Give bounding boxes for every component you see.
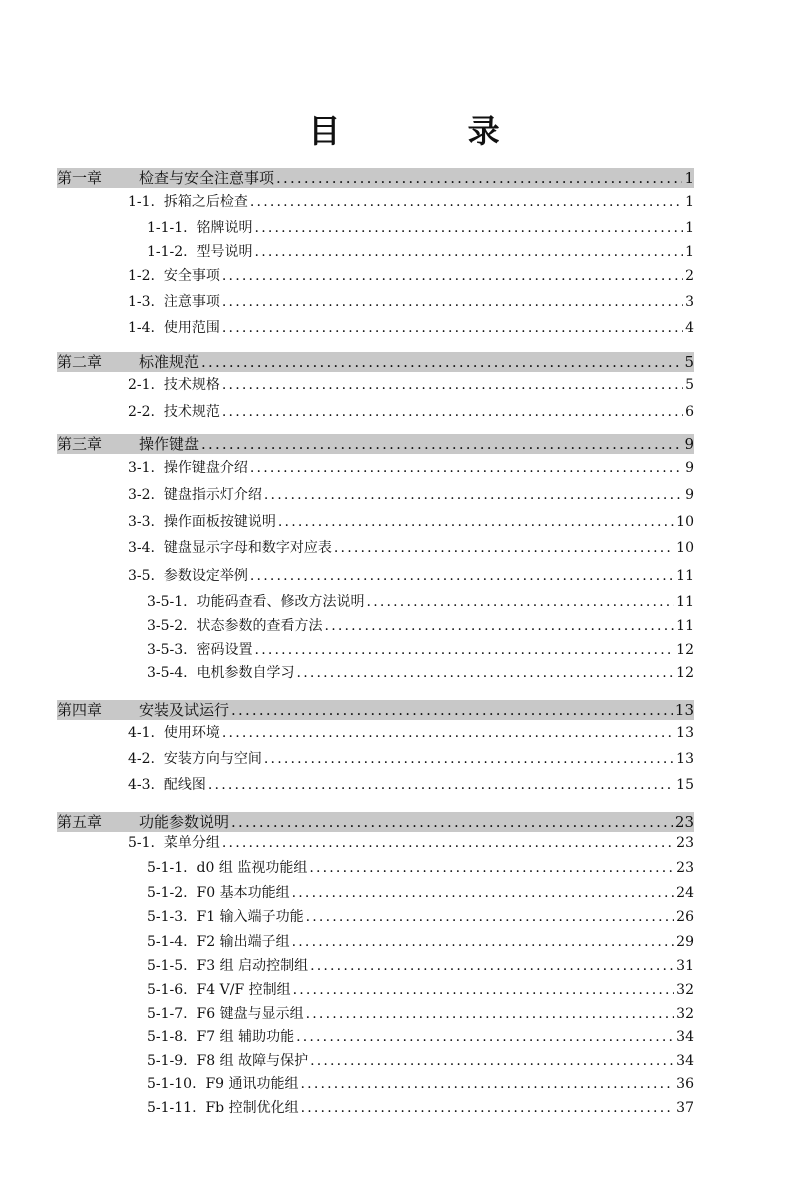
entry-page: 11 — [676, 568, 694, 584]
entry-number: 5-1-8. — [147, 1029, 197, 1045]
page-title: 目 录 — [308, 112, 558, 150]
entry-page: 12 — [676, 642, 694, 658]
dot-leader — [208, 775, 674, 795]
toc-section-entry[interactable] — [128, 833, 694, 853]
entry-page: 1 — [685, 244, 694, 260]
toc-chapter-entry[interactable] — [57, 168, 694, 188]
entry-number: 第三章 — [57, 435, 103, 453]
entry-label: 标准规范 — [139, 353, 200, 371]
entry-page: 32 — [676, 1006, 694, 1022]
dot-leader — [306, 1004, 675, 1024]
dot-leader — [309, 858, 674, 878]
entry-page: 34 — [676, 1053, 694, 1069]
entry-label: 操作键盘介绍 — [163, 460, 248, 476]
entry-number: 5-1. — [128, 835, 164, 851]
toc-section-entry[interactable] — [128, 566, 694, 586]
entry-page: 11 — [676, 618, 694, 634]
entry-label: 使用环境 — [163, 725, 220, 741]
entry-number: 3-2. — [128, 487, 164, 503]
entry-label: F4 V/F 控制组 — [196, 982, 291, 998]
toc-subsection-entry[interactable] — [147, 218, 694, 238]
dot-leader — [250, 192, 683, 212]
toc-chapter-entry[interactable] — [57, 352, 694, 372]
dot-leader — [310, 956, 674, 976]
entry-label: d0 组 监视功能组 — [196, 860, 308, 876]
toc-subsection-entry[interactable] — [147, 1027, 694, 1047]
entry-label: 技术规范 — [163, 404, 220, 420]
dot-leader — [278, 512, 674, 532]
dot-leader — [301, 1074, 675, 1094]
dot-leader — [222, 318, 683, 338]
entry-number: 2-2. — [128, 404, 164, 420]
toc-subsection-entry[interactable] — [147, 883, 694, 903]
toc-subsection-entry[interactable] — [147, 242, 694, 262]
entry-label: 功能码查看、修改方法说明 — [196, 594, 365, 610]
dot-leader — [325, 616, 675, 636]
toc-section-entry[interactable] — [128, 723, 694, 743]
entry-number: 3-5-3. — [147, 642, 197, 658]
toc-section-entry[interactable] — [128, 375, 694, 395]
entry-page: 1 — [685, 220, 694, 236]
entry-label: 安装方向与空间 — [163, 751, 262, 767]
entry-page: 13 — [674, 701, 694, 719]
dot-leader — [250, 566, 674, 586]
entry-number: 第二章 — [57, 353, 103, 371]
entry-number: 5-1-10. — [147, 1076, 206, 1092]
entry-number: 3-3. — [128, 514, 164, 530]
dot-leader — [264, 749, 674, 769]
entry-page: 31 — [676, 958, 694, 974]
entry-label: 检查与安全注意事项 — [139, 169, 275, 187]
entry-number: 1-1. — [128, 194, 164, 210]
entry-page: 9 — [685, 487, 694, 503]
dot-leader — [231, 812, 673, 832]
dot-leader — [334, 538, 674, 558]
toc-section-entry[interactable] — [128, 775, 694, 795]
entry-number: 3-5. — [128, 568, 164, 584]
entry-number: 5-1-9. — [147, 1053, 197, 1069]
dot-leader — [255, 640, 675, 660]
toc-section-entry[interactable] — [128, 485, 694, 505]
entry-page: 12 — [676, 665, 694, 681]
entry-page: 29 — [676, 934, 694, 950]
entry-label: 使用范围 — [163, 320, 220, 336]
entry-number: 5-1-1. — [147, 860, 197, 876]
dot-leader — [292, 932, 675, 952]
toc-subsection-entry[interactable] — [147, 592, 694, 612]
entry-page: 5 — [684, 353, 694, 371]
entry-page: 4 — [685, 320, 694, 336]
entry-page: 13 — [676, 751, 694, 767]
dot-leader — [367, 592, 675, 612]
toc-section-entry[interactable] — [128, 402, 694, 422]
entry-page: 1 — [685, 194, 694, 210]
dot-leader — [222, 723, 674, 743]
entry-page: 36 — [676, 1076, 694, 1092]
entry-number: 1-3. — [128, 294, 164, 310]
entry-number: 5-1-3. — [147, 909, 197, 925]
entry-page: 13 — [676, 725, 694, 741]
entry-number: 4-2. — [128, 751, 164, 767]
toc-subsection-entry[interactable] — [147, 956, 694, 976]
dot-leader — [201, 434, 682, 454]
entry-number: 5-1-2. — [147, 885, 197, 901]
entry-label: 参数设定举例 — [163, 568, 248, 584]
entry-number: 1-2. — [128, 268, 164, 284]
entry-number: 3-4. — [128, 540, 164, 556]
toc-section-entry[interactable] — [128, 512, 694, 532]
toc-chapter-entry[interactable] — [57, 812, 694, 832]
toc-subsection-entry[interactable] — [147, 907, 694, 927]
entry-label: 铭牌说明 — [196, 220, 253, 236]
entry-label: F7 组 辅助功能 — [196, 1029, 295, 1045]
toc-subsection-entry[interactable] — [147, 858, 694, 878]
dot-leader — [250, 458, 683, 478]
entry-number: 5-1-4. — [147, 934, 197, 950]
entry-label: Fb 控制优化组 — [205, 1100, 299, 1116]
entry-label: F1 输入端子功能 — [196, 909, 304, 925]
toc-section-entry[interactable] — [128, 292, 694, 312]
entry-label: 拆箱之后检查 — [163, 194, 248, 210]
entry-number: 第一章 — [57, 169, 103, 187]
toc-chapter-entry[interactable] — [57, 434, 694, 454]
entry-number: 3-1. — [128, 460, 164, 476]
dot-leader — [222, 833, 674, 853]
toc-section-entry[interactable] — [128, 318, 694, 338]
entry-page: 26 — [676, 909, 694, 925]
entry-number: 3-5-2. — [147, 618, 197, 634]
toc-subsection-entry[interactable] — [147, 1051, 694, 1071]
entry-page: 9 — [685, 460, 694, 476]
dot-leader — [222, 266, 683, 286]
toc-subsection-entry[interactable] — [147, 932, 694, 952]
toc-section-entry[interactable] — [128, 266, 694, 286]
entry-number: 5-1-5. — [147, 958, 197, 974]
entry-page: 6 — [685, 404, 694, 420]
entry-label: F8 组 故障与保护 — [196, 1053, 309, 1069]
entry-number: 4-3. — [128, 777, 164, 793]
entry-label: 操作面板按键说明 — [163, 514, 276, 530]
toc-subsection-entry[interactable] — [147, 663, 694, 683]
entry-number: 1-1-2. — [147, 244, 197, 260]
entry-page: 32 — [676, 982, 694, 998]
entry-page: 23 — [674, 813, 694, 831]
toc-chapter-entry[interactable] — [57, 700, 694, 720]
entry-label: F6 键盘与显示组 — [196, 1006, 304, 1022]
entry-page: 37 — [676, 1100, 694, 1116]
entry-label: 键盘指示灯介绍 — [163, 487, 262, 503]
dot-leader — [222, 292, 683, 312]
toc-subsection-entry[interactable] — [147, 616, 694, 636]
toc-subsection-entry[interactable] — [147, 1004, 694, 1024]
entry-page: 15 — [676, 777, 694, 793]
entry-label: 型号说明 — [196, 244, 253, 260]
entry-page: 1 — [684, 169, 694, 187]
entry-number: 第四章 — [57, 701, 103, 719]
entry-label: F9 通讯功能组 — [205, 1076, 299, 1092]
toc-section-entry[interactable] — [128, 192, 694, 212]
dot-leader — [231, 700, 673, 720]
entry-label: 菜单分组 — [163, 835, 220, 851]
entry-page: 23 — [676, 860, 694, 876]
entry-label: 安全事项 — [163, 268, 220, 284]
toc-subsection-entry[interactable] — [147, 980, 694, 1000]
entry-label: 安装及试运行 — [139, 701, 230, 719]
toc-subsection-entry[interactable] — [147, 1098, 694, 1118]
entry-label: F0 基本功能组 — [196, 885, 290, 901]
entry-number: 3-5-4. — [147, 665, 197, 681]
dot-leader — [201, 352, 682, 372]
entry-page: 2 — [685, 268, 694, 284]
entry-number: 1-1-1. — [147, 220, 197, 236]
entry-label: 电机参数自学习 — [196, 665, 295, 681]
entry-label: 密码设置 — [196, 642, 253, 658]
dot-leader — [296, 1027, 674, 1047]
dot-leader — [276, 168, 682, 188]
entry-number: 3-5-1. — [147, 594, 197, 610]
entry-number: 第五章 — [57, 813, 103, 831]
entry-page: 10 — [676, 514, 694, 530]
dot-leader — [264, 485, 683, 505]
entry-page: 11 — [676, 594, 694, 610]
entry-number: 2-1. — [128, 377, 164, 393]
entry-number: 5-1-11. — [147, 1100, 206, 1116]
entry-page: 34 — [676, 1029, 694, 1045]
entry-number: 5-1-6. — [147, 982, 197, 998]
entry-page: 10 — [676, 540, 694, 556]
entry-label: 配线图 — [163, 777, 206, 793]
dot-leader — [301, 1098, 675, 1118]
entry-label: 操作键盘 — [139, 435, 200, 453]
entry-number: 1-4. — [128, 320, 164, 336]
entry-label: 技术规格 — [163, 377, 220, 393]
entry-page: 24 — [676, 885, 694, 901]
entry-label: 注意事项 — [163, 294, 220, 310]
entry-label: F2 输出端子组 — [196, 934, 290, 950]
dot-leader — [292, 883, 675, 903]
dot-leader — [297, 663, 675, 683]
dot-leader — [293, 980, 675, 1000]
entry-page: 3 — [685, 294, 694, 310]
entry-page: 23 — [676, 835, 694, 851]
toc-subsection-entry[interactable] — [147, 640, 694, 660]
toc-section-entry[interactable] — [128, 538, 694, 558]
dot-leader — [310, 1051, 674, 1071]
dot-leader — [255, 242, 684, 262]
dot-leader — [255, 218, 684, 238]
dot-leader — [306, 907, 675, 927]
toc-section-entry[interactable] — [128, 458, 694, 478]
dot-leader — [222, 402, 683, 422]
entry-page: 5 — [685, 377, 694, 393]
entry-number: 4-1. — [128, 725, 164, 741]
entry-number: 5-1-7. — [147, 1006, 197, 1022]
entry-page: 9 — [684, 435, 694, 453]
entry-label: 键盘显示字母和数字对应表 — [163, 540, 332, 556]
entry-label: F3 组 启动控制组 — [196, 958, 309, 974]
toc-section-entry[interactable] — [128, 749, 694, 769]
entry-label: 功能参数说明 — [139, 813, 230, 831]
entry-label: 状态参数的查看方法 — [196, 618, 323, 634]
dot-leader — [222, 375, 683, 395]
toc-subsection-entry[interactable] — [147, 1074, 694, 1094]
